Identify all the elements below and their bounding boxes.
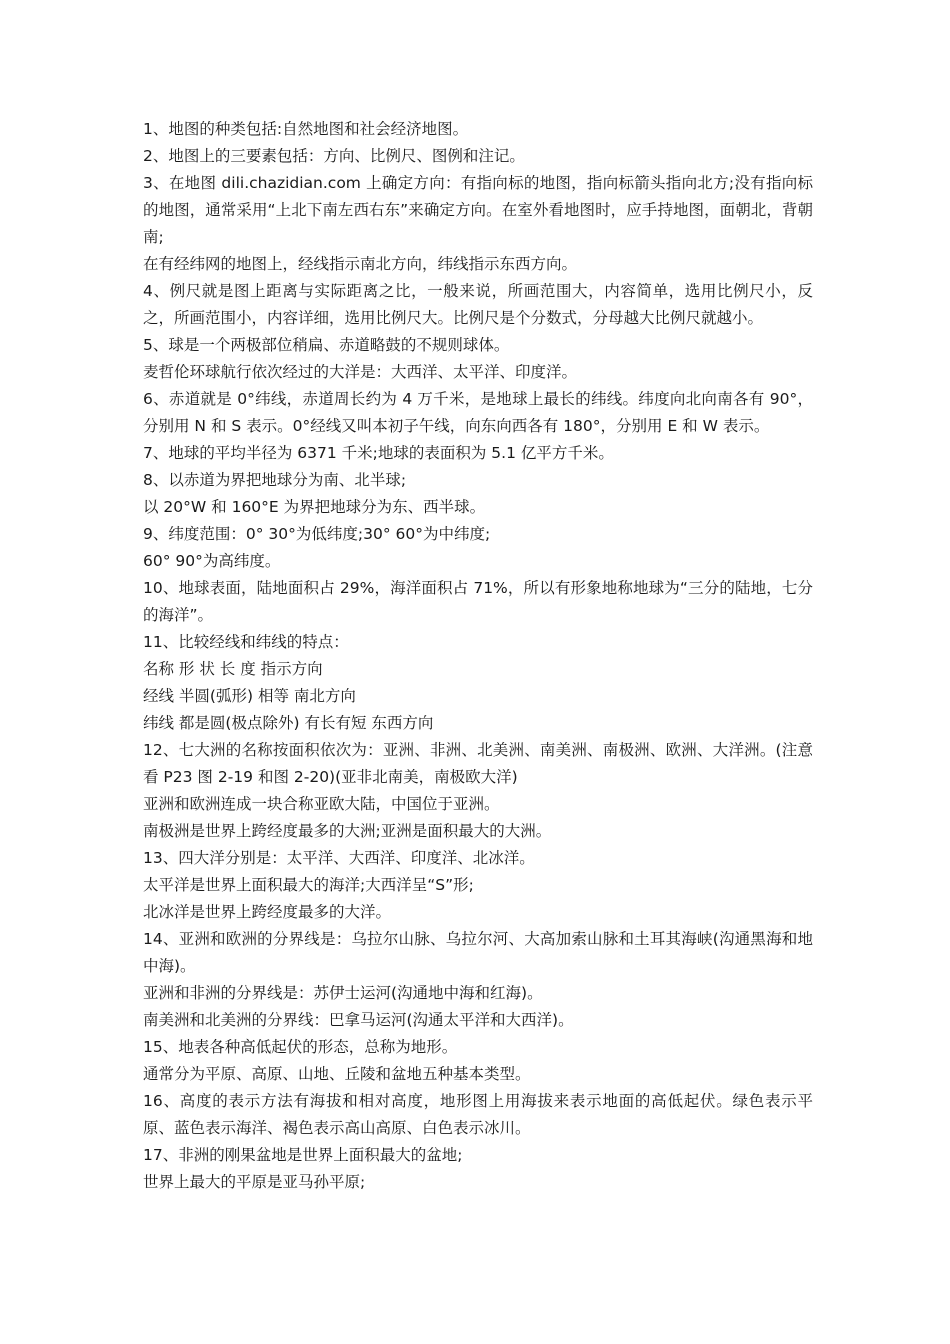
text-line: 世界上最大的平原是亚马孙平原; (143, 1173, 366, 1191)
text-line: 4、例尺就是图上距离与实际距离之比，一般来说，所画范围大，内容简单，选用比例尺小，反之，所画范围小，内容详细，选用比例尺大。比例尺是个分数式，分母越大比例尺就越小。 (143, 282, 813, 327)
table-row-line: 纬线 都是圆(极点除外) 有长有短 东西方向 (143, 714, 434, 732)
table-header-line: 名称 形 状 长 度 指示方向 (143, 660, 323, 678)
text-line: 3、在地图 dili.chazidian.com 上确定方向：有指向标的地图，指向标箭头指向北方;没有指向标的地图，通常采用“上北下南左西右东”来确定方向。在室外看地图时，应手持地图，面朝北，背朝南; (143, 174, 813, 246)
text-line: 13、四大洋分别是：太平洋、大西洋、印度洋、北冰洋。 (143, 849, 535, 867)
text-line: 9、纬度范围：0° 30°为低纬度;30° 60°为中纬度; (143, 525, 491, 543)
text-line: 10、地球表面，陆地面积占 29%，海洋面积占 71%，所以有形象地称地球为“三分的陆地，七分的海洋”。 (143, 579, 813, 624)
text-line: 17、非洲的刚果盆地是世界上面积最大的盆地; (143, 1146, 463, 1164)
text-line: 6、赤道就是 0°纬线，赤道周长约为 4 万千米，是地球上最长的纬线。纬度向北向南各有 90°，分别用 N 和 S 表示。0°经线又叫本初子午线，向东向西各有 180°，分别用 E 和 W 表示。 (143, 390, 813, 435)
text-line: 在有经纬网的地图上，经线指示南北方向，纬线指示东西方向。 (143, 255, 578, 273)
text-line: 麦哲伦环球航行依次经过的大洋是：大西洋、太平洋、印度洋。 (143, 363, 578, 381)
text-line: 14、亚洲和欧洲的分界线是：乌拉尔山脉、乌拉尔河、大高加索山脉和土耳其海峡(沟通黑海和地中海)。 (143, 930, 813, 975)
text-line: 亚洲和欧洲连成一块合称亚欧大陆，中国位于亚洲。 (143, 795, 500, 813)
text-line: 以 20°W 和 160°E 为界把地球分为东、西半球。 (143, 498, 486, 516)
text-line: 16、高度的表示方法有海拔和相对高度，地形图上用海拔来表示地面的高低起伏。绿色表示平原、蓝色表示海洋、褐色表示高山高原、白色表示冰川。 (143, 1092, 813, 1137)
text-line: 1、地图的种类包括:自然地图和社会经济地图。 (143, 120, 469, 138)
text-line: 15、地表各种高低起伏的形态，总称为地形。 (143, 1038, 458, 1056)
text-line: 60° 90°为高纬度。 (143, 552, 281, 570)
document-body (143, 116, 813, 1196)
table-row-line: 经线 半圆(弧形) 相等 南北方向 (143, 687, 356, 705)
text-line: 11、比较经线和纬线的特点： (143, 633, 349, 651)
text-line: 8、以赤道为界把地球分为南、北半球; (143, 471, 407, 489)
text-line: 南美洲和北美洲的分界线：巴拿马运河(沟通太平洋和大西洋)。 (143, 1011, 574, 1029)
text-line: 太平洋是世界上面积最大的海洋;大西洋呈“S”形; (143, 876, 474, 894)
text-line: 5、球是一个两极部位稍扁、赤道略鼓的不规则球体。 (143, 336, 510, 354)
text-line: 7、地球的平均半径为 6371 千米;地球的表面积为 5.1 亿平方千米。 (143, 444, 614, 462)
text-line: 南极洲是世界上跨经度最多的大洲;亚洲是面积最大的大洲。 (143, 822, 552, 840)
text-line: 亚洲和非洲的分界线是：苏伊士运河(沟通地中海和红海)。 (143, 984, 543, 1002)
text-line: 12、七大洲的名称按面积依次为：亚洲、非洲、北美洲、南美洲、南极洲、欧洲、大洋洲。(注意看 P23 图 2-19 和图 2-20)(亚非北南美，南极欧大洋) (143, 741, 813, 786)
text-line: 通常分为平原、高原、山地、丘陵和盆地五种基本类型。 (143, 1065, 531, 1083)
text-line: 北冰洋是世界上跨经度最多的大洋。 (143, 903, 392, 921)
text-line: 2、地图上的三要素包括：方向、比例尺、图例和注记。 (143, 147, 525, 165)
